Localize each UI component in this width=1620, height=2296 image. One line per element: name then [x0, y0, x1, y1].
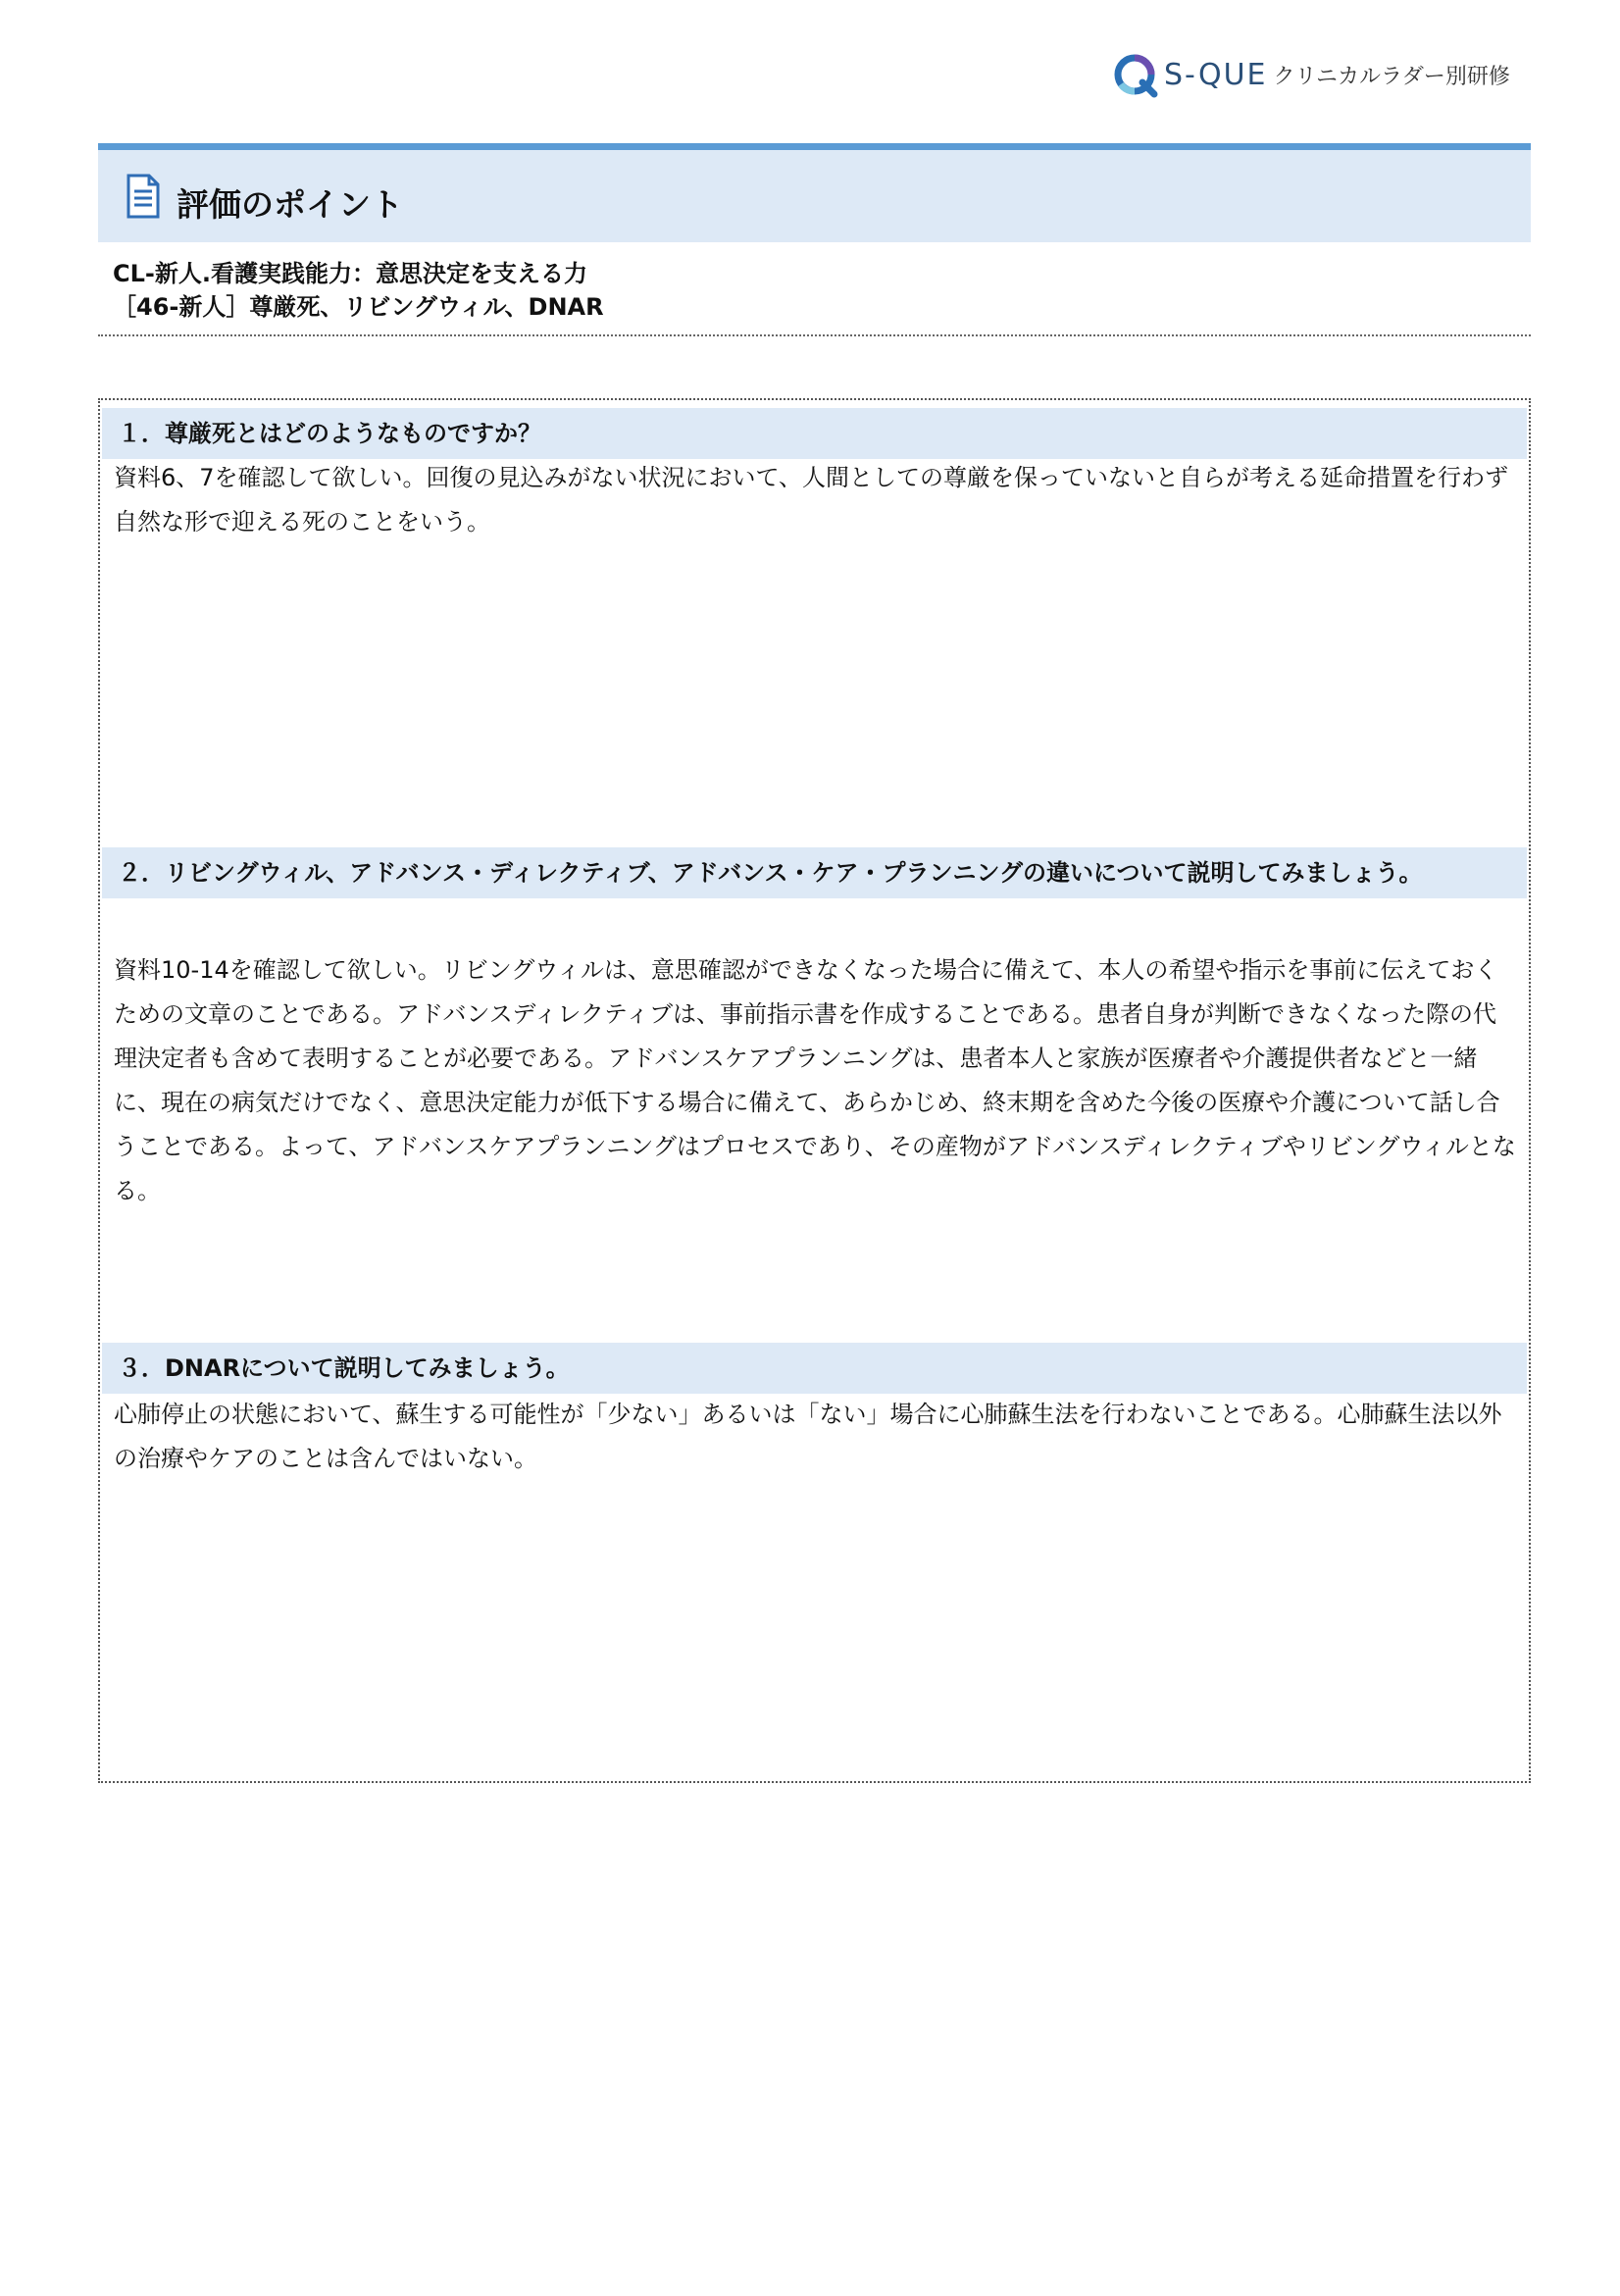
section-title-band: [98, 143, 1531, 242]
question-3-answer: 心肺停止の状態において、蘇生する可能性が「少ない」あるいは「ない」場合に心肺蘇生法を行わないことである。心肺蘇生法以外の治療やケアのことは含んではいない。: [114, 1401, 1502, 1472]
dotted-divider: [98, 334, 1531, 336]
course-line-1: CL-新人.看護実践能力：意思決定を支える力: [113, 260, 587, 287]
page-title: 評価のポイント: [177, 184, 403, 224]
logo-tagline: クリニカルラダー別研修: [1273, 64, 1510, 89]
course-info: [113, 257, 1525, 324]
questions-box: [98, 398, 1531, 1783]
q-logo-icon: [1113, 51, 1160, 98]
header-logo: [1113, 47, 1535, 102]
document-icon: [126, 174, 161, 219]
course-line-2: ［46-新人］尊厳死、リビングウィル、DNAR: [113, 293, 604, 321]
question-1-heading: １．尊厳死とはどのようなものですか？: [102, 408, 1527, 459]
question-2-answer: 資料10-14を確認して欲しい。リビングウィルは、意思確認ができなくなった場合に備えて、本人の希望や指示を事前に伝えておくための文章のことである。アドバンスディレクティブは、事前指示書を作成することである。患者自身が判断できなくなった際の代理決定者も含めて表明することが必要である。アドバンスケアプランニングは、患者本人と家族が医療者や介護提供者などと一緒に、現在の病気だけでなく、意思決定能力が低下する場合に備えて、あらかじめ、終末期を含めた今後の医療や介護について話し合うことである。よって、アドバンスケアプランニングはプロセスであり、その産物がアドバンスディレクティブやリビングウィルとなる。: [114, 956, 1516, 1204]
question-2-heading: ２．リビングウィル、アドバンス・ディレクティブ、アドバンス・ケア・プランニングの違いについて説明してみましょう。: [102, 847, 1527, 898]
question-1-answer: 資料6、7を確認して欲しい。回復の見込みがない状況において、人間としての尊厳を保っていないと自らが考える延命措置を行わず自然な形で迎える死のことをいう。: [114, 464, 1509, 536]
logo-brand: S-QUE: [1164, 57, 1268, 92]
question-3-heading: ３．DNARについて説明してみましょう。: [102, 1343, 1527, 1394]
